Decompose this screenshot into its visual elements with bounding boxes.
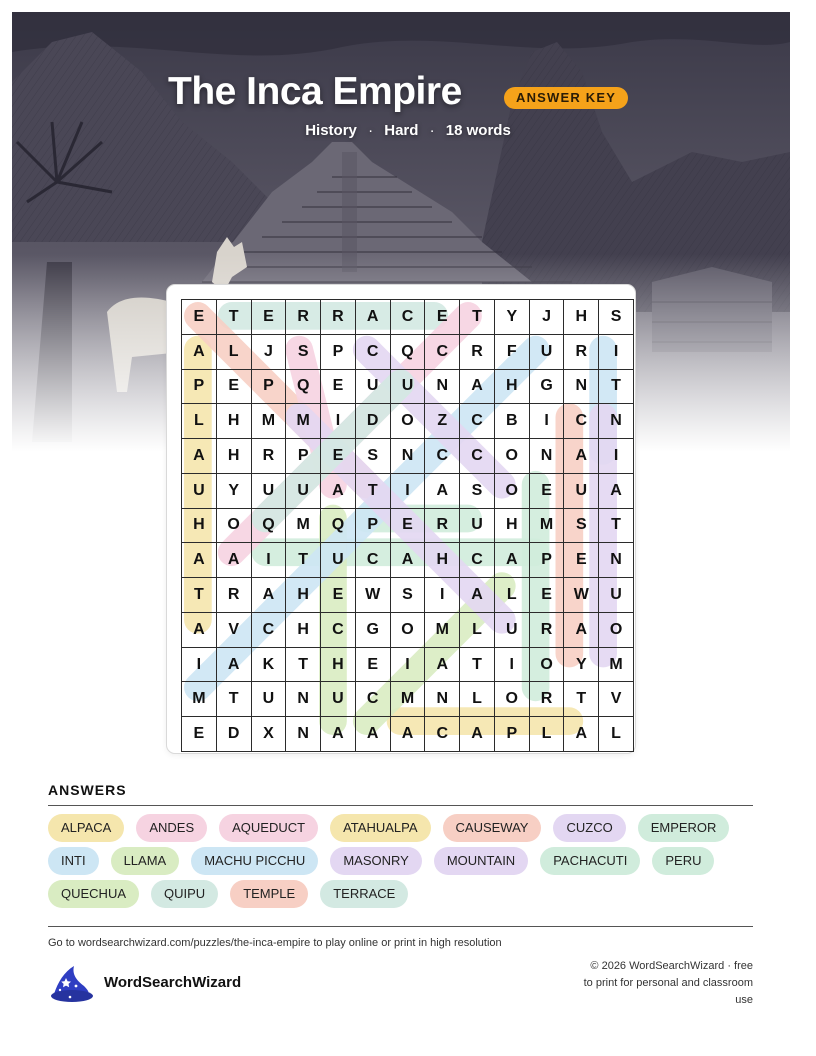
answer-chip: MOUNTAIN [434, 847, 528, 875]
answer-chip: INTI [48, 847, 99, 875]
grid-cell[interactable]: A [460, 578, 495, 613]
grid-cell[interactable]: G [355, 612, 390, 647]
grid-cell[interactable]: A [564, 717, 599, 752]
grid-cell[interactable]: I [390, 647, 425, 682]
grid-cell[interactable]: A [321, 473, 356, 508]
grid-cell[interactable]: A [564, 612, 599, 647]
grid-cell[interactable]: N [425, 682, 460, 717]
grid-cell[interactable]: Q [321, 508, 356, 543]
grid-cell[interactable]: H [216, 404, 251, 439]
grid-cell[interactable]: U [286, 473, 321, 508]
grid-cell[interactable]: R [564, 334, 599, 369]
grid-cell[interactable]: T [216, 682, 251, 717]
page-title: The Inca Empire [168, 70, 462, 113]
grid-cell[interactable]: A [182, 612, 217, 647]
grid-cell[interactable]: A [321, 717, 356, 752]
grid-cell[interactable]: A [251, 578, 286, 613]
grid-cell[interactable]: E [529, 473, 564, 508]
grid-cell[interactable]: I [251, 543, 286, 578]
grid-cell[interactable]: G [529, 369, 564, 404]
grid-cell[interactable]: H [494, 369, 529, 404]
grid-cell[interactable]: T [564, 682, 599, 717]
letter-grid[interactable] [181, 299, 634, 752]
grid-cell[interactable]: E [390, 508, 425, 543]
grid-cell[interactable]: R [425, 508, 460, 543]
grid-cell[interactable]: R [529, 682, 564, 717]
grid-row [182, 543, 634, 578]
grid-row [182, 578, 634, 613]
grid-cell[interactable]: Q [286, 369, 321, 404]
grid-cell[interactable]: U [460, 508, 495, 543]
grid-cell[interactable]: A [182, 439, 217, 474]
grid-row [182, 473, 634, 508]
footer-divider [48, 926, 753, 927]
grid-cell[interactable]: S [286, 334, 321, 369]
grid-cell[interactable]: U [321, 682, 356, 717]
grid-cell[interactable]: C [425, 717, 460, 752]
answer-chip: MASONRY [330, 847, 422, 875]
grid-cell[interactable]: E [529, 578, 564, 613]
grid-cell[interactable]: M [425, 612, 460, 647]
grid-cell[interactable]: H [182, 508, 217, 543]
grid-cell[interactable]: E [182, 717, 217, 752]
grid-cell[interactable]: A [182, 543, 217, 578]
answer-chip: LLAMA [111, 847, 180, 875]
grid-cell[interactable]: U [182, 473, 217, 508]
grid-cell[interactable]: R [216, 578, 251, 613]
grid-cell[interactable]: U [564, 473, 599, 508]
grid-cell[interactable]: O [494, 682, 529, 717]
grid-cell[interactable]: A [390, 717, 425, 752]
grid-cell[interactable]: A [355, 717, 390, 752]
play-online-link[interactable]: Go to wordsearchwizard.com/puzzles/the-inca-empire to play online or print in high resolution [48, 937, 502, 949]
grid-cell[interactable]: N [599, 404, 634, 439]
answer-key-badge: ANSWER KEY [504, 87, 628, 109]
grid-cell[interactable]: L [494, 578, 529, 613]
grid-cell[interactable]: N [529, 439, 564, 474]
answer-chip: CAUSEWAY [443, 814, 542, 842]
grid-cell[interactable]: T [182, 578, 217, 613]
grid-cell[interactable]: P [286, 439, 321, 474]
grid-cell[interactable]: V [599, 682, 634, 717]
grid-cell[interactable]: C [355, 543, 390, 578]
answer-chip: AQUEDUCT [219, 814, 318, 842]
grid-cell[interactable]: A [216, 543, 251, 578]
grid-cell[interactable]: R [321, 300, 356, 335]
grid-cell[interactable]: U [529, 334, 564, 369]
grid-cell[interactable]: M [286, 508, 321, 543]
grid-cell[interactable]: S [355, 439, 390, 474]
grid-cell[interactable]: J [251, 334, 286, 369]
grid-cell[interactable]: A [182, 334, 217, 369]
grid-row [182, 612, 634, 647]
grid-cell[interactable]: A [460, 717, 495, 752]
grid-cell[interactable]: L [460, 682, 495, 717]
grid-row [182, 334, 634, 369]
grid-cell[interactable]: C [564, 404, 599, 439]
grid-cell[interactable]: I [599, 439, 634, 474]
separator-dot: · [368, 122, 374, 139]
grid-cell[interactable]: H [286, 612, 321, 647]
grid-cell[interactable]: Z [425, 404, 460, 439]
grid-cell[interactable]: N [286, 717, 321, 752]
grid-cell[interactable]: C [355, 334, 390, 369]
grid-cell[interactable]: A [216, 647, 251, 682]
grid-cell[interactable]: M [599, 647, 634, 682]
grid-cell[interactable]: E [251, 300, 286, 335]
answer-row [48, 847, 768, 875]
grid-cell[interactable]: T [599, 508, 634, 543]
grid-cell[interactable]: H [425, 543, 460, 578]
copyright-text: © 2026 WordSearchWizard · free to print for personal and classroom use [583, 960, 753, 1006]
grid-cell[interactable]: F [494, 334, 529, 369]
answers-divider [48, 805, 753, 806]
grid-row [182, 682, 634, 717]
grid-cell[interactable]: E [321, 439, 356, 474]
grid-cell[interactable]: P [251, 369, 286, 404]
grid-cell[interactable]: S [390, 578, 425, 613]
answer-row [48, 814, 768, 842]
grid-cell[interactable]: P [494, 717, 529, 752]
grid-cell[interactable]: C [251, 612, 286, 647]
grid-cell[interactable]: I [494, 647, 529, 682]
grid-cell[interactable]: P [321, 334, 356, 369]
grid-cell[interactable]: M [182, 682, 217, 717]
grid-cell[interactable]: I [529, 404, 564, 439]
answer-chip: QUIPU [151, 880, 218, 908]
grid-cell[interactable]: M [251, 404, 286, 439]
answer-chip: TEMPLE [230, 880, 308, 908]
word-grid[interactable] [181, 299, 623, 743]
grid-cell[interactable]: S [564, 508, 599, 543]
grid-cell[interactable]: E [321, 369, 356, 404]
grid-cell[interactable]: E [321, 578, 356, 613]
grid-row [182, 647, 634, 682]
grid-cell[interactable]: M [286, 404, 321, 439]
grid-cell[interactable]: C [425, 334, 460, 369]
grid-cell[interactable]: N [425, 369, 460, 404]
grid-cell[interactable]: U [390, 369, 425, 404]
grid-cell[interactable]: O [494, 473, 529, 508]
grid-cell[interactable]: T [216, 300, 251, 335]
grid-cell[interactable]: H [321, 647, 356, 682]
grid-cell[interactable]: N [390, 439, 425, 474]
grid-cell[interactable]: W [564, 578, 599, 613]
word-count-label: 18 words [445, 122, 511, 139]
separator-dot: · [429, 122, 435, 139]
grid-cell[interactable]: A [460, 369, 495, 404]
answer-chip: ALPACA [48, 814, 124, 842]
grid-cell[interactable]: X [251, 717, 286, 752]
grid-cell[interactable]: A [494, 543, 529, 578]
answers-heading: ANSWERS [48, 782, 127, 798]
grid-cell[interactable]: T [460, 647, 495, 682]
grid-cell[interactable]: O [216, 508, 251, 543]
grid-cell[interactable]: C [460, 404, 495, 439]
grid-cell[interactable]: H [564, 300, 599, 335]
grid-cell[interactable]: O [390, 404, 425, 439]
grid-cell[interactable]: H [216, 439, 251, 474]
grid-cell[interactable]: K [251, 647, 286, 682]
grid-cell[interactable]: C [390, 300, 425, 335]
answer-chip: ATAHUALPA [330, 814, 430, 842]
grid-cell[interactable]: D [216, 717, 251, 752]
grid-cell[interactable]: D [355, 404, 390, 439]
grid-cell[interactable]: U [251, 473, 286, 508]
grid-cell[interactable]: Y [216, 473, 251, 508]
grid-row [182, 404, 634, 439]
grid-cell[interactable]: B [494, 404, 529, 439]
grid-cell[interactable]: N [564, 369, 599, 404]
grid-cell[interactable]: I [182, 647, 217, 682]
grid-cell[interactable]: R [286, 300, 321, 335]
grid-cell[interactable]: R [460, 334, 495, 369]
grid-cell[interactable]: T [599, 369, 634, 404]
grid-cell[interactable]: L [599, 717, 634, 752]
grid-cell[interactable]: U [251, 682, 286, 717]
grid-cell[interactable]: U [599, 578, 634, 613]
grid-cell[interactable]: T [460, 300, 495, 335]
answer-row [48, 880, 768, 908]
grid-cell[interactable]: C [425, 439, 460, 474]
grid-cell[interactable]: I [599, 334, 634, 369]
grid-cell[interactable]: J [529, 300, 564, 335]
grid-cell[interactable]: L [460, 612, 495, 647]
grid-cell[interactable]: H [494, 508, 529, 543]
grid-cell[interactable]: P [529, 543, 564, 578]
grid-cell[interactable]: T [355, 473, 390, 508]
grid-cell[interactable]: Q [251, 508, 286, 543]
grid-cell[interactable]: S [460, 473, 495, 508]
grid-cell[interactable]: M [529, 508, 564, 543]
grid-cell[interactable]: T [286, 543, 321, 578]
grid-cell[interactable]: L [182, 404, 217, 439]
category-label: History [305, 122, 357, 139]
grid-row [182, 508, 634, 543]
title-row [0, 70, 816, 120]
puzzle-meta [0, 122, 816, 139]
grid-cell[interactable]: C [460, 543, 495, 578]
brand-name: WordSearchWizard [104, 974, 242, 991]
grid-cell[interactable]: E [182, 300, 217, 335]
grid-cell[interactable]: A [390, 543, 425, 578]
grid-cell[interactable]: A [564, 439, 599, 474]
grid-cell[interactable]: C [355, 682, 390, 717]
grid-cell[interactable]: H [286, 578, 321, 613]
grid-cell[interactable]: A [425, 647, 460, 682]
grid-cell[interactable]: V [216, 612, 251, 647]
answer-chip: PACHACUTI [540, 847, 640, 875]
grid-cell[interactable]: R [529, 612, 564, 647]
grid-cell[interactable]: U [494, 612, 529, 647]
answer-chip: QUECHUA [48, 880, 139, 908]
grid-cell[interactable]: O [494, 439, 529, 474]
grid-cell[interactable]: I [390, 473, 425, 508]
grid-row [182, 300, 634, 335]
grid-cell[interactable]: E [355, 647, 390, 682]
grid-cell[interactable]: O [599, 612, 634, 647]
grid-cell[interactable]: U [355, 369, 390, 404]
answer-chip: PERU [652, 847, 714, 875]
grid-cell[interactable]: O [529, 647, 564, 682]
grid-cell[interactable]: I [425, 578, 460, 613]
grid-cell[interactable]: C [321, 612, 356, 647]
grid-cell[interactable]: E [564, 543, 599, 578]
grid-row [182, 717, 634, 752]
wizard-hat-icon [48, 964, 94, 1004]
grid-cell[interactable]: N [286, 682, 321, 717]
grid-cell[interactable]: N [599, 543, 634, 578]
grid-cell[interactable]: P [355, 508, 390, 543]
grid-cell[interactable]: O [390, 612, 425, 647]
grid-cell[interactable]: U [321, 543, 356, 578]
answer-chip: MACHU PICCHU [191, 847, 318, 875]
difficulty-label: Hard [384, 122, 419, 139]
answer-chip: CUZCO [553, 814, 625, 842]
grid-cell[interactable]: T [286, 647, 321, 682]
grid-cell[interactable]: R [251, 439, 286, 474]
grid-cell[interactable]: A [425, 473, 460, 508]
grid-cell[interactable]: M [390, 682, 425, 717]
answer-chip: ANDES [136, 814, 207, 842]
answer-list [48, 814, 768, 913]
answer-chip: TERRACE [320, 880, 408, 908]
grid-cell[interactable]: Y [564, 647, 599, 682]
grid-cell[interactable]: E [216, 369, 251, 404]
grid-cell[interactable]: L [216, 334, 251, 369]
grid-cell[interactable]: Y [494, 300, 529, 335]
grid-cell[interactable]: A [355, 300, 390, 335]
answer-chip: EMPEROR [638, 814, 730, 842]
grid-cell[interactable]: C [460, 439, 495, 474]
grid-cell[interactable]: I [321, 404, 356, 439]
grid-cell[interactable]: Q [390, 334, 425, 369]
grid-cell[interactable]: S [599, 300, 634, 335]
grid-cell[interactable]: E [425, 300, 460, 335]
brand[interactable] [48, 964, 308, 1004]
grid-row [182, 369, 634, 404]
grid-cell[interactable]: A [599, 473, 634, 508]
grid-cell[interactable]: W [355, 578, 390, 613]
grid-cell[interactable]: L [529, 717, 564, 752]
grid-cell[interactable]: P [182, 369, 217, 404]
grid-row [182, 439, 634, 474]
